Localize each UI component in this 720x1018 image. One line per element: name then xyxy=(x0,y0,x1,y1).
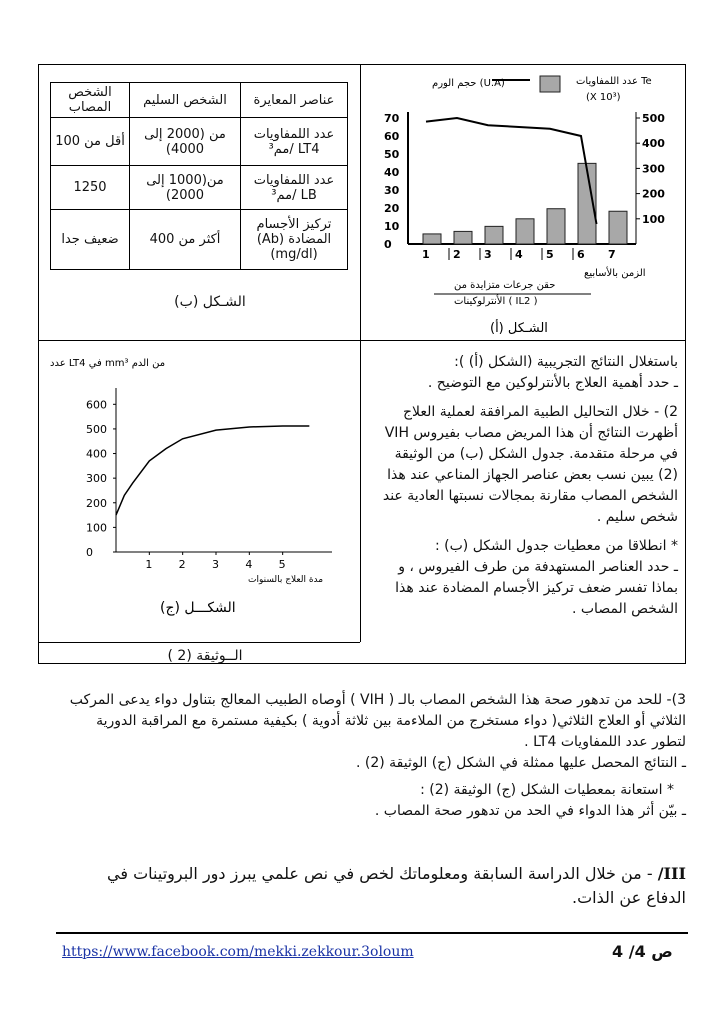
page-number: ص 4/ 4 xyxy=(612,942,673,961)
table-cell: 1250 xyxy=(51,166,130,210)
figure-c-caption: الشكـــل (ج) xyxy=(160,600,236,616)
legend-cells-label: عدد اللمفاويات Te xyxy=(576,76,652,87)
x-tick-label: 1 xyxy=(145,558,153,571)
bar xyxy=(516,219,534,244)
x-axis-label: مدة العلاج بالسنوات xyxy=(248,575,324,585)
frame-divider-middle xyxy=(38,340,686,341)
y-tick-label: 200 xyxy=(86,496,107,510)
x-tick-label: 5 xyxy=(546,248,554,261)
footer-link[interactable]: https://www.facebook.com/mekki.zekkour.3oloum xyxy=(62,944,414,960)
injection-label-1: حقن جرعات متزايدة من xyxy=(454,280,556,291)
frame-divider-doc2 xyxy=(38,642,360,643)
question-3-prompt: * استعانة بمعطيات الشكل (ج) الوثيقة (2) : xyxy=(420,782,674,798)
x-tick-label: 3 xyxy=(212,558,219,571)
question-1: ـ حدد أهمية العلاج بالأنترلوكين مع التوضيح . xyxy=(427,375,678,391)
table-header-row xyxy=(51,83,348,118)
question-3-result: ـ النتائج المحصل عليها ممثلة في الشكل (ج) الوثيقة (2) . xyxy=(355,755,686,771)
left-tick-label: 0 xyxy=(384,238,392,251)
legend-volume-label: حجم الورم (U.A) xyxy=(432,78,505,89)
figure-c-chart xyxy=(40,344,358,624)
figure-a-chart xyxy=(362,66,684,338)
tumor-volume-line xyxy=(426,118,597,224)
x-tick-label: 3 xyxy=(484,248,492,261)
bar xyxy=(454,231,472,244)
bar xyxy=(423,234,441,244)
x-axis-label: الزمن بالأسابيع xyxy=(584,268,646,279)
left-tick-label: 70 xyxy=(384,112,400,125)
part-3-text: - من خلال الدراسة السابقة ومعلوماتك لخص في نص علمي يبرز دور البروتينات في الدفاع عن الذات. xyxy=(107,864,686,907)
y-axis-label: عدد LT4 في mm³ من الدم xyxy=(50,358,166,369)
x-tick-label: 2 xyxy=(453,248,461,261)
table-cell: ضعيف جدا xyxy=(51,210,130,270)
table-cell: أكثر من 400 xyxy=(130,210,241,270)
question-2-task: ـ حدد العناصر المستهدفة من طرف الفيروس ، و بماذا تفسر ضعف تركيز الأجسام المضادة عند هذا الشخص المصاب . xyxy=(395,559,678,617)
table-cell: تركيز الأجسام المضادة (Ab) (mg/dl) xyxy=(241,210,348,270)
table-row xyxy=(51,118,348,166)
part-3-block xyxy=(70,862,686,910)
x-tick-label: 4 xyxy=(515,248,523,261)
table-row xyxy=(51,166,348,210)
figure-a-caption: الشـكل (أ) xyxy=(490,321,548,336)
x-tick-label: 4 xyxy=(245,558,253,571)
x-tick-label: 1 xyxy=(422,248,430,261)
right-tick-label: 500 xyxy=(642,112,665,125)
lt4-curve xyxy=(116,426,309,515)
figure-b-caption: الشـكل (ب) xyxy=(174,294,246,310)
question-3-block xyxy=(60,690,686,822)
injection-label-2: الأنترلوكينات ( IL2 ) xyxy=(454,296,538,307)
left-tick-label: 60 xyxy=(384,130,400,143)
part-3-label: III/ xyxy=(657,864,686,883)
table-cell: عدد اللمفاويات LB /مم³ xyxy=(241,166,348,210)
x-tick-label: 7 xyxy=(608,248,616,261)
question-3-text: 3)- للحد من تدهور صحة هذا الشخص المصاب بالـ ( VIH ) أوصاه الطبيب المعالج بتناول دواء يدعى المركب الثلاثي أو العلاج الثلاثي( دواء مستخرج من الملاءمة بين ثلاثة أدوية ) بكيفية مستمرة مع المراقبة الدورية لتطور عدد اللمفاويات LT4 . xyxy=(69,692,686,750)
left-tick-label: 50 xyxy=(384,148,400,161)
y-tick-label: 100 xyxy=(86,521,107,535)
right-tick-label: 300 xyxy=(642,162,665,176)
table-header: الشخص السليم xyxy=(130,83,241,118)
table-header: الشخص المصاب xyxy=(51,83,130,118)
y-tick-label: 400 xyxy=(86,447,107,461)
legend-cells-marker xyxy=(540,76,560,92)
table-cell: أقل من 100 xyxy=(51,118,130,166)
figure-b-table xyxy=(50,82,348,270)
bar xyxy=(547,209,565,244)
legend-cells-unit: (X 10³) xyxy=(586,92,621,103)
x-tick-label: 5 xyxy=(278,558,286,571)
footer-divider xyxy=(56,932,688,934)
table-row xyxy=(51,210,348,270)
x-tick-label: 2 xyxy=(178,558,186,571)
document-2-label: الــوثيقة (2 ) xyxy=(167,648,243,664)
left-tick-label: 40 xyxy=(384,166,400,179)
frame-divider-vertical xyxy=(360,64,361,642)
y-tick-label: 600 xyxy=(86,398,107,412)
right-tick-label: 400 xyxy=(642,137,665,151)
bar xyxy=(609,211,627,244)
right-tick-label: 200 xyxy=(642,187,665,201)
y-tick-label: 500 xyxy=(86,422,107,436)
question-1-block xyxy=(378,352,678,620)
y-tick-label: 0 xyxy=(86,546,93,559)
table-cell: عدد اللمفاويات LT4 /مم³ xyxy=(241,118,348,166)
x-tick-label: 6 xyxy=(577,248,585,261)
table-cell: من (2000 إلى 4000) xyxy=(130,118,241,166)
bar xyxy=(485,226,503,244)
question-3-task: ـ بيّن أثر هذا الدواء في الحد من تدهور صحة المصاب . xyxy=(374,803,686,819)
question-2: 2) - خلال التحاليل الطبية المرافقة لعملية العلاج أظهرت النتائج أن هذا المريض مصاب بفيروس VIH في مرحلة متقدمة. جدول الشكل (ب) من الوثيقة (2) يبين نسب بعض عناصر الجهاز المناعي عند هذا الشخص المصاب مقارنة بمجالات نسبتها العادية عند شخص سليم . xyxy=(382,404,678,525)
left-tick-label: 20 xyxy=(384,202,400,215)
left-tick-label: 10 xyxy=(384,220,400,233)
question-intro: باستغلال النتائج التجريبية (الشكل (أ) ): xyxy=(454,354,678,370)
left-tick-label: 30 xyxy=(384,184,400,197)
question-2-intro: * انطلاقا من معطيات جدول الشكل (ب) : xyxy=(434,538,678,554)
y-tick-label: 300 xyxy=(86,472,107,486)
table-header: عناصر المعايرة xyxy=(241,83,348,118)
table-cell: من(1000 إلى 2000) xyxy=(130,166,241,210)
right-tick-label: 100 xyxy=(642,212,665,226)
